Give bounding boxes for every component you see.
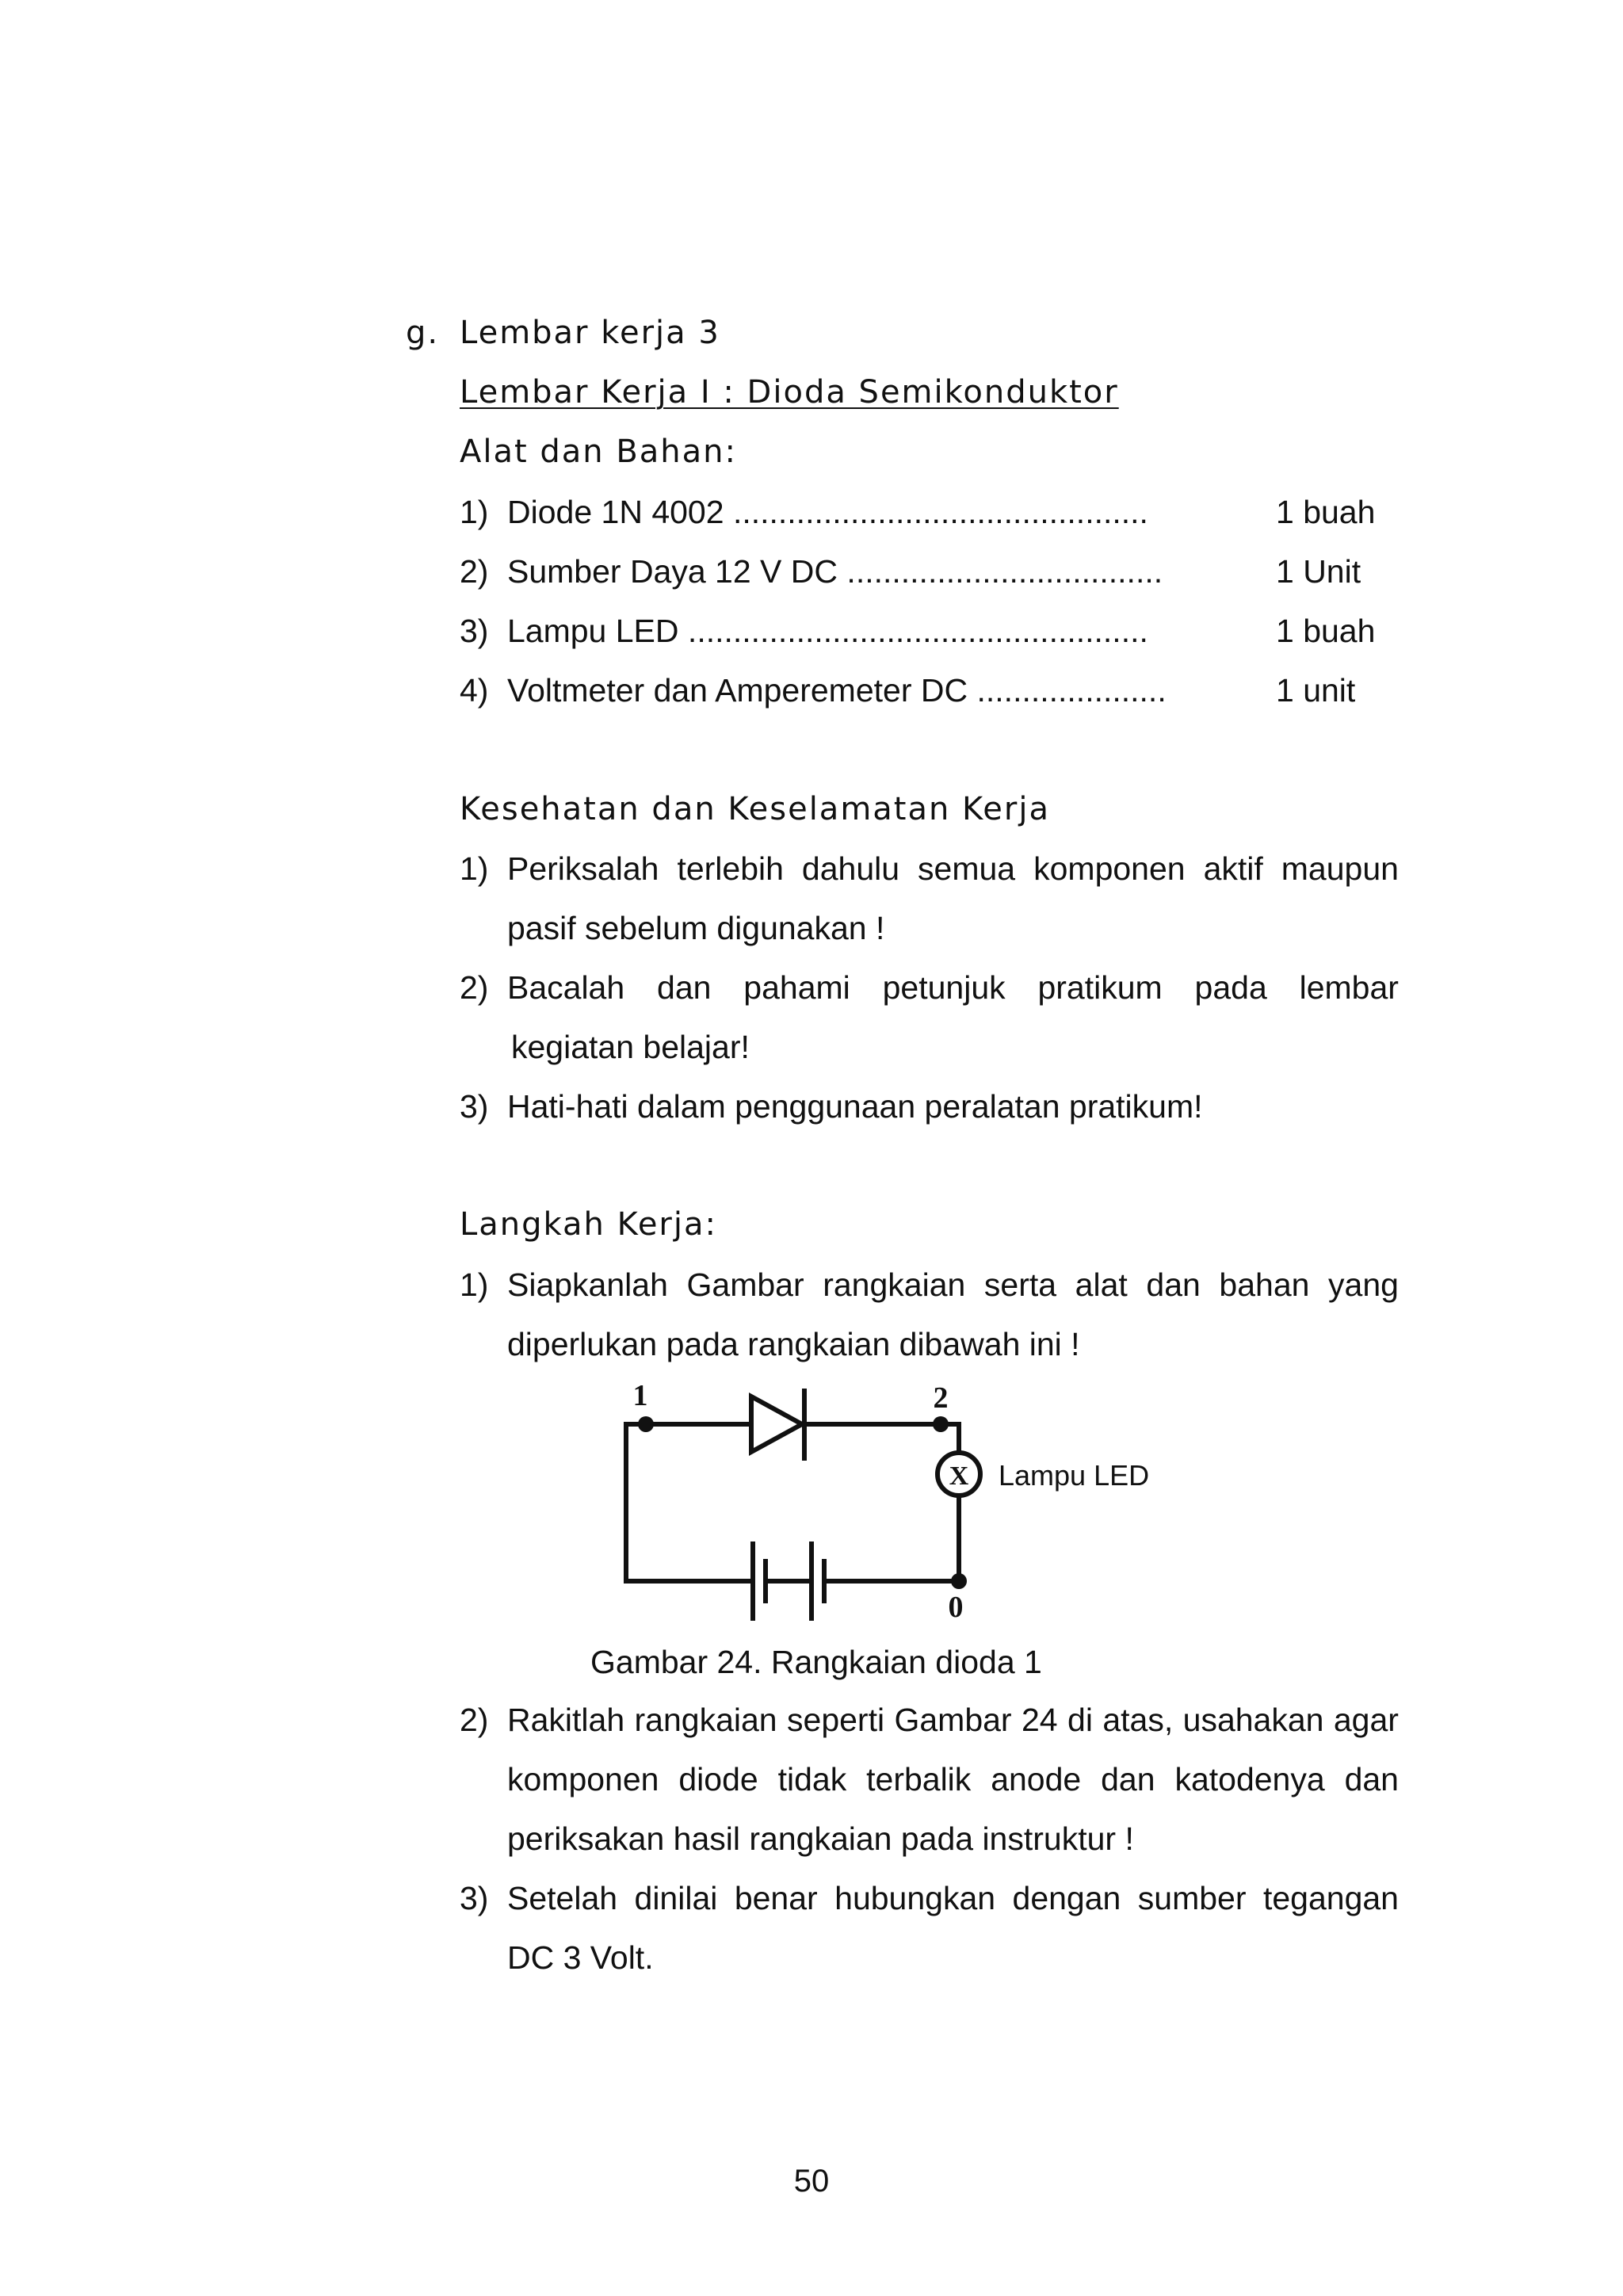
- step-continuation: periksakan hasil rangkaian pada instruktur !: [507, 1820, 1134, 1857]
- item-quantity: 1 buah: [1276, 494, 1376, 530]
- word: Periksalah: [507, 850, 659, 887]
- step-line: [507, 1266, 1399, 1304]
- material-item: [460, 612, 1411, 650]
- word: dan: [1344, 1761, 1399, 1797]
- item-number: 4): [460, 672, 489, 709]
- word: diode: [678, 1761, 758, 1797]
- word: anode: [991, 1761, 1082, 1797]
- lamp-symbol-letter: X: [949, 1461, 969, 1491]
- word: lembar: [1299, 969, 1399, 1006]
- word: dinilai: [634, 1880, 718, 1916]
- safety-item-continuation: pasif sebelum digunakan !: [507, 910, 885, 946]
- leader-dots: ..............................................: [732, 494, 1148, 530]
- word: Gambar: [894, 1702, 1012, 1738]
- item-quantity: 1 buah: [1276, 613, 1376, 649]
- node-label-2: 2: [933, 1381, 949, 1415]
- item-name: Sumber Daya 12 V DC: [507, 553, 838, 590]
- safety-item-continuation: kegiatan belajar!: [511, 1029, 750, 1065]
- word: Setelah: [507, 1880, 618, 1916]
- word: serta: [983, 1266, 1057, 1303]
- step-continuation: diperlukan pada rangkaian dibawah ini !: [507, 1326, 1080, 1362]
- word: pahami: [743, 969, 850, 1006]
- word: Gambar: [686, 1266, 804, 1303]
- word: dan: [1101, 1761, 1155, 1797]
- lamp-label: Lampu LED: [999, 1459, 1150, 1492]
- word: rangkaian: [823, 1266, 966, 1303]
- word: usahakan: [1182, 1702, 1324, 1738]
- leader-dots: .....................: [976, 672, 1167, 709]
- material-item: [460, 552, 1411, 590]
- word: aktif: [1203, 850, 1263, 887]
- word: semua: [918, 850, 1016, 887]
- word: hubungkan: [834, 1880, 996, 1916]
- word: di: [1067, 1702, 1093, 1738]
- word: yang: [1328, 1266, 1399, 1303]
- word: rangkaian: [634, 1702, 777, 1738]
- item-number: 3): [460, 1088, 489, 1125]
- word: maupun: [1281, 850, 1399, 887]
- word: tidak: [777, 1761, 847, 1797]
- safety-item-line: [507, 850, 1399, 888]
- word: dahulu: [801, 850, 900, 887]
- item-name: Voltmeter dan Amperemeter DC: [507, 672, 968, 709]
- item-quantity: 1 Unit: [1276, 553, 1361, 590]
- step-line: [507, 1760, 1399, 1798]
- materials-heading: Alat dan Bahan:: [460, 434, 737, 470]
- section-title: Lembar kerja 3: [460, 315, 720, 351]
- word: benar: [734, 1880, 818, 1916]
- word: komponen: [507, 1761, 659, 1797]
- word: Bacalah: [507, 969, 625, 1006]
- item-number: 3): [460, 613, 489, 649]
- diode-symbol: [751, 1396, 802, 1452]
- word: sumber: [1137, 1880, 1247, 1916]
- leader-dots: ...................................: [846, 553, 1163, 590]
- word: tegangan: [1262, 1880, 1399, 1916]
- step-line: [507, 1879, 1399, 1917]
- item-name: Diode 1N 4002: [507, 494, 724, 530]
- material-item: [460, 671, 1411, 709]
- item-number: 1): [460, 494, 489, 530]
- figure-caption: Gambar 24. Rangkaian dioda 1: [590, 1644, 1042, 1680]
- node-dot: [933, 1416, 949, 1432]
- word: 24: [1022, 1702, 1058, 1738]
- step-number: 1): [460, 1266, 489, 1303]
- word: komponen: [1033, 850, 1186, 887]
- steps-heading: Langkah Kerja:: [460, 1206, 717, 1243]
- word: alat: [1075, 1266, 1128, 1303]
- step-number: 2): [460, 1702, 489, 1738]
- word: atas,: [1102, 1702, 1174, 1738]
- word: pratikum: [1037, 969, 1163, 1006]
- word: agar: [1333, 1702, 1399, 1738]
- safety-item-line: Hati-hati dalam penggunaan peralatan pratikum!: [507, 1088, 1203, 1125]
- step-line: [507, 1701, 1399, 1739]
- word: terbalik: [866, 1761, 972, 1797]
- item-quantity: 1 unit: [1276, 672, 1356, 709]
- word: pada: [1194, 969, 1267, 1006]
- node-dot: [638, 1416, 654, 1432]
- node-dot: [951, 1573, 967, 1589]
- word: Rakitlah: [507, 1702, 625, 1738]
- diode-circuit-diagram: [602, 1371, 1252, 1633]
- leader-dots: ...................................................: [687, 613, 1148, 649]
- item-number: 2): [460, 553, 489, 590]
- node-label-1: 1: [632, 1379, 648, 1412]
- node-label-0: 0: [948, 1591, 964, 1624]
- section-marker: g.: [406, 315, 440, 351]
- item-name: Lampu LED: [507, 613, 679, 649]
- word: katodenya: [1174, 1761, 1325, 1797]
- step-continuation: DC 3 Volt.: [507, 1939, 654, 1976]
- safety-heading: Kesehatan dan Keselamatan Kerja: [460, 791, 1050, 827]
- step-number: 3): [460, 1880, 489, 1916]
- worksheet-subtitle: Lembar Kerja I : Dioda Semikonduktor: [460, 374, 1119, 411]
- word: dengan: [1012, 1880, 1121, 1916]
- material-item: [460, 493, 1411, 531]
- safety-item-line: [507, 968, 1399, 1007]
- word: dan: [657, 969, 712, 1006]
- word: seperti: [787, 1702, 885, 1738]
- page-number: 50: [793, 2164, 830, 2199]
- word: Siapkanlah: [507, 1266, 668, 1303]
- word: petunjuk: [882, 969, 1006, 1006]
- word: bahan: [1219, 1266, 1310, 1303]
- item-number: 1): [460, 850, 489, 887]
- word: dan: [1146, 1266, 1201, 1303]
- word: terlebih: [677, 850, 784, 887]
- item-number: 2): [460, 969, 489, 1006]
